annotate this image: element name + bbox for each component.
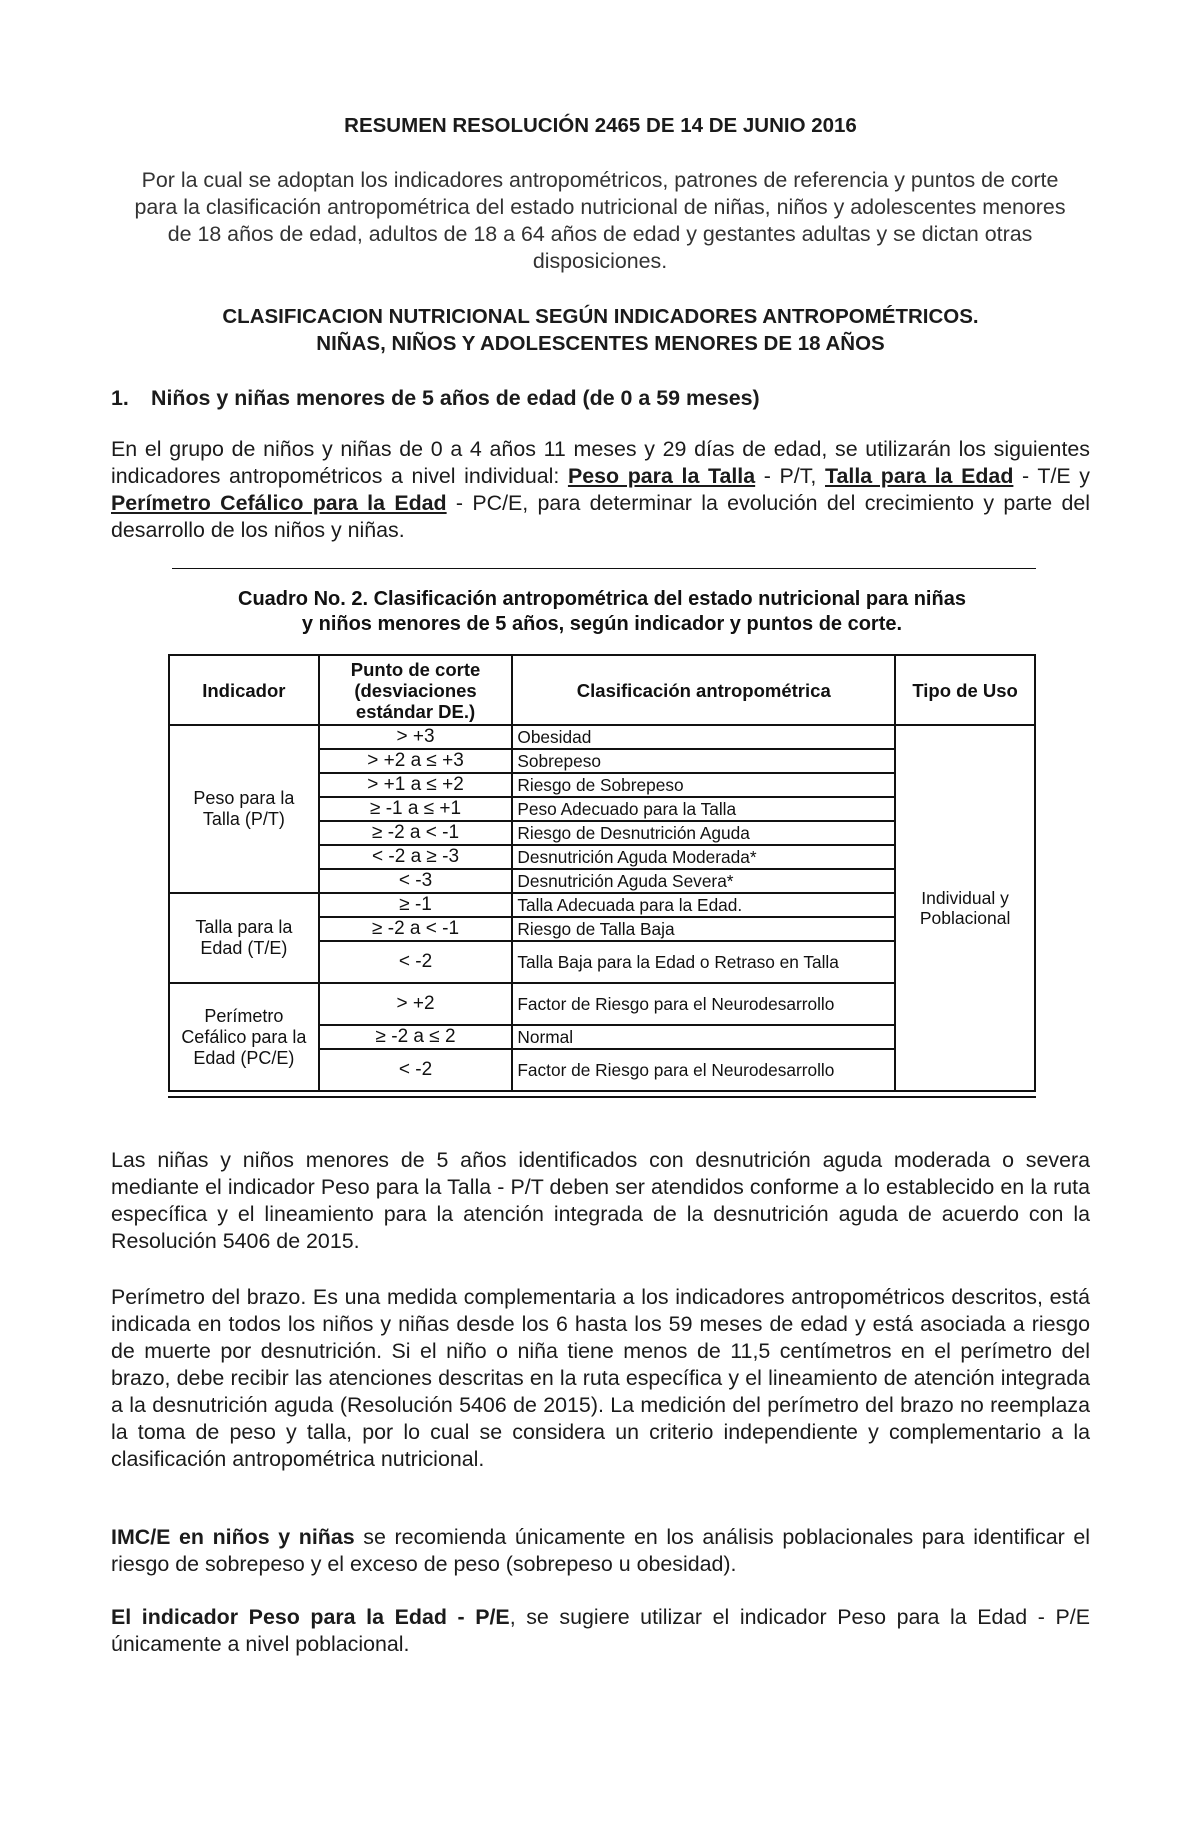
p1-text-c: - P/T, (755, 464, 826, 488)
classification: Desnutrición Aguda Severa* (512, 869, 895, 893)
header-punto-corte: Punto de corte (desviaciones estándar DE.) (319, 655, 513, 725)
classification: Riesgo de Sobrepeso (512, 773, 895, 797)
cut-value: < -3 (319, 869, 513, 893)
cut-value: > +2 a ≤ +3 (319, 749, 513, 773)
cut-value: > +3 (319, 725, 513, 749)
figure-rule (172, 568, 1036, 569)
classification: Talla Baja para la Edad o Retraso en Talla (512, 941, 895, 983)
section-heading-line1: CLASIFICACION NUTRICIONAL SEGÚN INDICADORES ANTROPOMÉTRICOS. (222, 305, 979, 328)
classification: Riesgo de Talla Baja (512, 917, 895, 941)
cut-value: > +2 (319, 983, 513, 1025)
p4-text: se recomienda únicamente en los análisis poblacionales para identificar el riesgo de sobrepeso y el exceso de peso (sobrepeso u obesidad). (111, 1525, 1090, 1576)
intro-paragraph: Por la cual se adoptan los indicadores antropométricos, patrones de referencia y puntos de corte para la clasificación antropométrica del estado nutricional de niñas, niños y adolescentes menores de 18 años de edad, adultos de 18 a 64 años de edad y gestantes adultas y se dictan otras disposiciones. (134, 168, 1066, 273)
classification: Factor de Riesgo para el Neurodesarrollo (512, 983, 895, 1025)
cut-value: ≥ -2 a ≤ 2 (319, 1025, 513, 1049)
p1-text-e: - T/E y (1013, 464, 1090, 488)
classification: Desnutrición Aguda Moderada* (512, 845, 895, 869)
header-clasificacion: Clasificación antropométrica (512, 655, 895, 725)
paragraph-imc (111, 1524, 1090, 1578)
group-talla-edad: Talla para la Edad (T/E) (169, 893, 319, 983)
paragraph-perimetro-brazo: Perímetro del brazo. Es una medida complementaria a los indicadores antropométricos descritos, está indicada en todos los niños y niñas desde los 6 hasta los 59 meses de edad y está asociada a riesgo de muerte por desnutrición. Si el niño o niña tiene menos de 11,5 centímetros en el perímetro del brazo, debe recibir las atenciones descritas en la ruta específica y el lineamiento de atención integrada a la desnutrición aguda (Resolución 5406 de 2015). La medición del perímetro del brazo no reemplaza la toma de peso y talla, por lo cual se considera un criterio independiente y complementario a la clasificación antropométrica nutricional. (111, 1285, 1090, 1471)
classification: Sobrepeso (512, 749, 895, 773)
section-heading-line2: NIÑAS, NIÑOS Y ADOLESCENTES MENORES DE 18 AÑOS (316, 332, 885, 355)
classification: Obesidad (512, 725, 895, 749)
p5-text: , se sugiere utilizar el indicador Peso para la Edad - P/E únicamente a nivel poblacional. (111, 1605, 1090, 1656)
term-imc: IMC/E en niños y niñas (111, 1525, 355, 1549)
cut-value: > +1 a ≤ +2 (319, 773, 513, 797)
classification: Talla Adecuada para la Edad. (512, 893, 895, 917)
cut-value: < -2 a ≥ -3 (319, 845, 513, 869)
paragraph-desnutricion: Las niñas y niños menores de 5 años identificados con desnutrición aguda moderada o severa mediante el indicador Peso para la Talla - P/T deben ser atendidos conforme a lo establecido en la ruta específica y el lineamiento para la atención integrada de la desnutrición aguda de acuerdo con la Resolución 5406 de 2015. (111, 1148, 1090, 1253)
classification: Normal (512, 1025, 895, 1049)
term-peso-edad: El indicador Peso para la Edad - P/E (111, 1605, 510, 1629)
classification: Factor de Riesgo para el Neurodesarrollo (512, 1049, 895, 1091)
term-talla-edad: Talla para la Edad (825, 464, 1014, 488)
table-header-row (169, 655, 1035, 725)
cut-value: < -2 (319, 1049, 513, 1091)
tipo-uso: Individual y Poblacional (895, 725, 1035, 1091)
header-tipo-uso: Tipo de Uso (895, 655, 1035, 725)
cut-value: < -2 (319, 941, 513, 983)
cut-value: ≥ -2 a < -1 (319, 917, 513, 941)
classification-table (168, 654, 1036, 1092)
paragraph-peso-edad (111, 1604, 1090, 1658)
group-peso-talla: Peso para la Talla (P/T) (169, 725, 319, 893)
term-perimetro-cefalico: Perímetro Cefálico para la Edad (111, 491, 447, 515)
subsection-number: 1. (111, 386, 129, 410)
subsection-title-text: Niños y niñas menores de 5 años de edad (de 0 a 59 meses) (151, 386, 760, 410)
section-heading (111, 303, 1090, 357)
document-title: RESUMEN RESOLUCIÓN 2465 DE 14 DE JUNIO 2016 (344, 114, 857, 137)
table-row (169, 725, 1035, 749)
table-cut-edge (168, 1096, 1036, 1098)
subsection-title (111, 385, 1090, 412)
classification: Riesgo de Desnutrición Aguda (512, 821, 895, 845)
table-figure (168, 568, 1036, 1098)
classification: Peso Adecuado para la Talla (512, 797, 895, 821)
table-caption-line1: Cuadro No. 2. Clasificación antropométrica del estado nutricional para niñas (238, 588, 966, 610)
paragraph-indicators (111, 436, 1090, 544)
p1-text-a: En el grupo de niños y niñas de 0 a 4 años 11 meses y 29 días de edad, se utilizarán los siguientes indicadores antropométricos a nivel individual: (111, 437, 1090, 488)
table-caption (168, 587, 1036, 637)
p1-text-g: - PC/E, para determinar la evolución del crecimiento y parte del desarrollo de los niños y niñas. (111, 491, 1090, 542)
table-caption-line2: y niños menores de 5 años, según indicador y puntos de corte. (301, 613, 903, 635)
cut-value: ≥ -2 a < -1 (319, 821, 513, 845)
cut-value: ≥ -1 (319, 893, 513, 917)
cut-value: ≥ -1 a ≤ +1 (319, 797, 513, 821)
term-peso-talla: Peso para la Talla (567, 464, 756, 488)
header-indicador: Indicador (169, 655, 319, 725)
group-perimetro-cefalico: Perímetro Cefálico para la Edad (PC/E) (169, 983, 319, 1091)
